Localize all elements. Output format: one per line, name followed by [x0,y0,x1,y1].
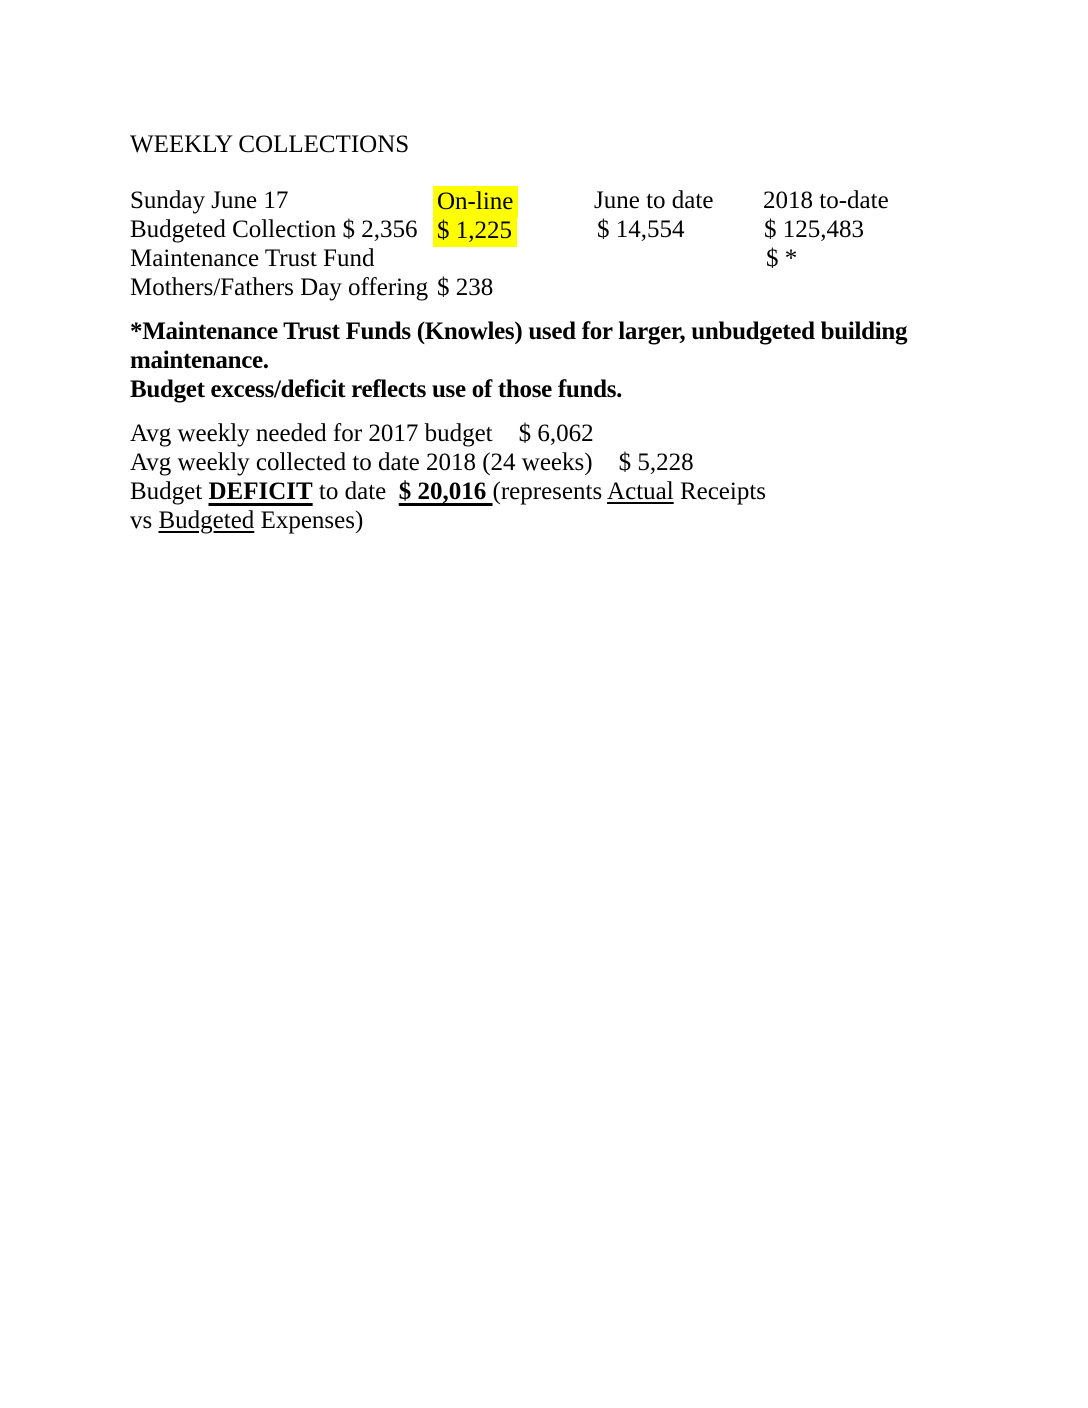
budget-deficit-line [130,477,766,506]
mothers-fathers-label: Mothers/Fathers Day offering [130,274,429,301]
avg-weekly-needed-line [130,419,766,448]
table-row-mothers-fathers [130,273,1030,302]
budgeted-ytd-value: $ 125,483 [764,216,864,243]
actual-word-underlined: Actual [607,478,674,505]
avg-weekly-needed-label: Avg weekly needed for 2017 budget [130,420,493,447]
avg-weekly-collected-value: $ 5,228 [618,449,694,476]
deficit-amount: $ 20,016 [398,478,493,505]
deficit-receipts: Receipts [673,478,767,505]
deficit-to-date: to date [312,478,399,505]
deficit-represents: (represents [492,478,608,505]
mothers-fathers-value: $ 238 [437,274,494,301]
header-june-to-date: June to date [594,187,714,214]
header-online-highlighted: On-line [433,186,518,218]
note-line-3: Budget excess/deficit reflects use of those funds. [130,376,623,403]
table-row-maintenance-trust [130,244,1030,273]
table-row-budgeted-collection [130,215,1030,244]
avg-weekly-collected-label: Avg weekly collected to date 2018 (24 weeks) [130,449,593,476]
note-line-1: *Maintenance Trust Funds (Knowles) used for larger, unbudgeted building [130,318,908,345]
table-header-row [130,186,1030,215]
note-line-2: maintenance. [130,347,269,374]
budget-summary [130,419,766,535]
page-title: WEEKLY COLLECTIONS [130,131,410,158]
maintenance-ytd-value: $ * [766,245,798,272]
deficit-expenses: Expenses) [254,507,364,534]
deficit-vs: vs [130,507,159,534]
budget-deficit-line-2 [130,506,766,535]
budgeted-june-value: $ 14,554 [597,216,685,243]
budgeted-online-value-highlighted: $ 1,225 [433,215,517,247]
collections-table [130,186,1030,302]
deficit-prefix: Budget [130,478,209,505]
budgeted-word-underlined: Budgeted [158,507,255,534]
maintenance-trust-label: Maintenance Trust Fund [130,245,375,272]
budgeted-collection-label: Budgeted Collection $ 2,356 [130,216,418,243]
header-date: Sunday June 17 [130,187,289,214]
avg-weekly-collected-line [130,448,766,477]
avg-weekly-needed-value: $ 6,062 [518,420,594,447]
header-2018-to-date: 2018 to-date [763,187,889,214]
maintenance-note [130,317,907,404]
deficit-word: DEFICIT [208,478,313,505]
